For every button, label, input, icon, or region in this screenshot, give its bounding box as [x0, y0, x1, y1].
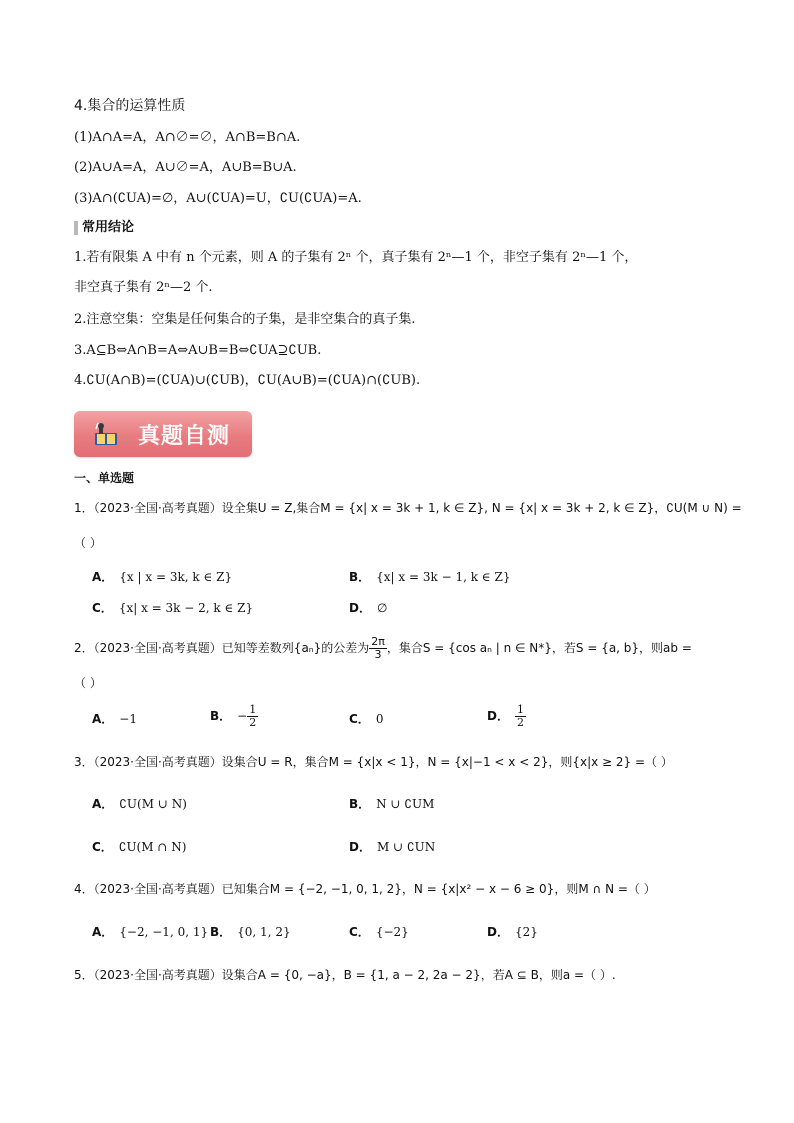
q1-option-b: B． {x| x = 3k − 1, k ∈ Z}	[349, 570, 511, 584]
question-1-stem: 1．（2023·全国·高考真题）设全集U = Z,集合M = {x| x = 3k + 1, k ∈ Z}, N = {x| x = 3k + 2, k ∈ Z}，∁U(M ∪ N) =	[74, 501, 742, 515]
property-3: (3)A∩(∁UA)=∅，A∪(∁UA)=U，∁U(∁UA)=A.	[74, 191, 362, 206]
part-1-title: 一、单选题	[74, 471, 135, 485]
conclusion-1-line-2: 非空真子集有 2ⁿ—2 个.	[74, 280, 213, 295]
q2-option-a: A． −1	[92, 712, 137, 726]
property-2: (2)A∪A=A，A∪∅=A，A∪B=B∪A.	[74, 160, 297, 175]
q1-option-d: D． ∅	[349, 601, 388, 615]
q1-option-c: C． {x| x = 3k − 2, k ∈ Z}	[92, 601, 254, 615]
conclusion-1-line-1: 1.若有限集 A 中有 n 个元素，则 A 的子集有 2ⁿ 个，真子集有 2ⁿ—1 个，非空子集有 2ⁿ—1 个，	[74, 250, 638, 265]
question-2-paren: （ ）	[74, 676, 102, 690]
q3-option-a: A． ∁U(M ∪ N)	[92, 797, 187, 811]
question-3-stem: 3．（2023·全国·高考真题）设集合U = R，集合M = {x|x < 1}，N = {x|−1 < x < 2}，则{x|x ≥ 2} =（ ）	[74, 755, 673, 769]
q3-option-c: C． ∁U(M ∩ N)	[92, 840, 187, 854]
conclusion-3: 3.A⊆B⇔A∩B=A⇔A∪B=B⇔∁UA⊇∁UB.	[74, 343, 322, 358]
question-4-stem: 4．（2023·全国·高考真题）已知集合M = {−2, −1, 0, 1, 2}，N = {x|x² − x − 6 ≥ 0}，则M ∩ N =（ ）	[74, 882, 656, 896]
q3-option-b: B． N ∪ ∁UM	[349, 797, 435, 811]
q4-option-a: A． {−2, −1, 0, 1}	[92, 925, 209, 939]
conclusions-title: 常用结论	[82, 220, 135, 235]
banner-title: 真题自测	[138, 424, 231, 449]
q4-option-b: B． {0, 1, 2}	[210, 925, 291, 939]
conclusion-4: 4.∁U(A∩B)=(∁UA)∪(∁UB)，∁U(A∪B)=(∁UA)∩(∁UB).	[74, 373, 421, 388]
q4-option-c: C． {−2}	[349, 925, 409, 939]
q2-option-b: B． − $\frac{1}{2}$	[210, 703, 257, 729]
heading-marker	[74, 221, 78, 235]
q3-option-d: D． M ∪ ∁UN	[349, 840, 436, 854]
section-4-title: 4.集合的运算性质	[74, 98, 186, 114]
section-banner	[74, 411, 252, 457]
question-1-paren: （ ）	[74, 536, 102, 550]
question-5-stem: 5．（2023·全国·高考真题）设集合A = {0, −a}，B = {1, a − 2, 2a − 2}，若A ⊆ B，则a =（ ）.	[74, 968, 616, 982]
question-2-stem: 2．（2023·全国·高考真题）已知等差数列{aₙ}的公差为 $\frac{2\pi}{3}$ ，集合S = {cos aₙ | n ∈ N*}，若S = {a, b}，则ab =	[74, 635, 692, 661]
property-1: (1)A∩A=A，A∩∅=∅，A∩B=B∩A.	[74, 130, 301, 145]
conclusion-2: 2.注意空集：空集是任何集合的子集，是非空集合的真子集.	[74, 312, 416, 327]
q2-option-c: C． 0	[349, 712, 384, 726]
book-icon	[92, 420, 120, 448]
q4-option-d: D． {2}	[487, 925, 538, 939]
q1-option-a: A． {x | x = 3k, k ∈ Z}	[92, 570, 233, 584]
q2-fraction: $\frac{2\pi}{3}$	[371, 635, 385, 661]
q2-option-d: D． $\frac{1}{2}$	[487, 703, 524, 729]
